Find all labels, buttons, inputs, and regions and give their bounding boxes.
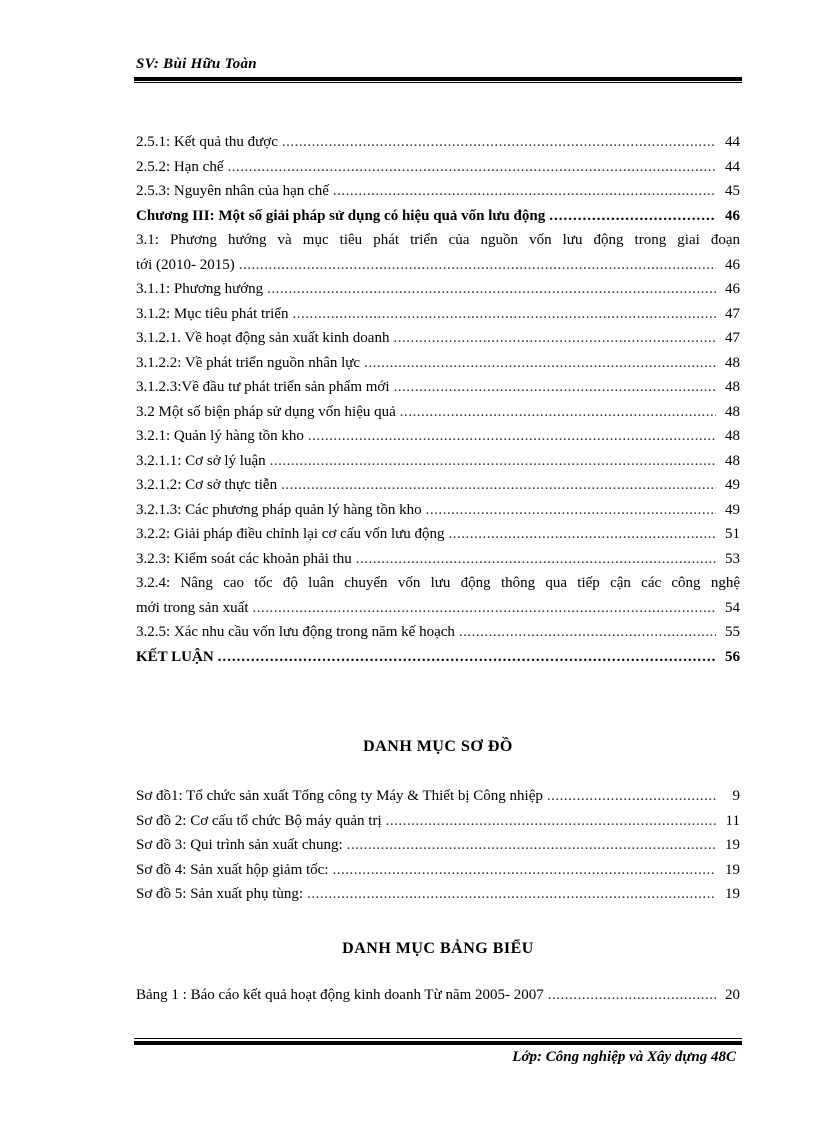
toc-entry-text: Chương III: Một số giải pháp sử dụng có hiệu quả vốn lưu động [136, 207, 546, 224]
toc-entry-text: 3.2.5: Xác nhu cầu vốn lưu động trong năm kế hoạch [136, 624, 455, 640]
toc-entry-text: mới trong sản xuất [136, 599, 249, 616]
toc-entry-page-number: 54 [725, 599, 740, 616]
toc-entry-text: 2.5.3: Nguyên nhân của hạn chế [136, 183, 329, 199]
toc-entry[interactable] [136, 159, 740, 184]
toc-entry[interactable] [136, 428, 740, 453]
diagram-entry-page-number: 19 [725, 861, 740, 878]
toc-entry[interactable] [136, 208, 740, 233]
table-of-contents [136, 134, 740, 673]
toc-entry-leader-dots [239, 257, 716, 274]
table-entry-page-number: 20 [725, 987, 740, 1003]
diagram-list [136, 788, 740, 911]
toc-entry-leader-dots [333, 183, 716, 200]
toc-entry-page-number: 51 [725, 526, 740, 542]
diagram-entry[interactable] [136, 886, 740, 911]
table-list [136, 987, 740, 1012]
table-entry-text: Bảng 1 : Báo cáo kết quả hoạt động kinh doanh Từ năm 2005- 2007 [136, 987, 544, 1003]
toc-entry[interactable] [136, 183, 740, 208]
header-student-name: SV: Bùi Hữu Toàn [136, 56, 257, 72]
table-entry-leader-dots [548, 987, 716, 1004]
diagram-entry-leader-dots [347, 837, 716, 854]
toc-entry-page-number: 46 [725, 207, 740, 224]
diagram-entry-leader-dots [386, 813, 716, 830]
toc-entry[interactable] [136, 306, 740, 331]
toc-entry-text: KẾT LUẬN [136, 648, 214, 665]
toc-entry-page-number: 48 [725, 379, 740, 395]
header-rule-thin [134, 82, 742, 83]
toc-entry-page-number: 48 [725, 403, 740, 420]
toc-entry-page-number: 47 [725, 305, 740, 322]
diagram-entry-leader-dots [307, 886, 716, 903]
toc-entry-leader-dots [270, 453, 716, 470]
toc-entry-page-number: 47 [725, 330, 740, 346]
toc-entry-text: 3.2 Một số biện pháp sử dụng vốn hiệu quả [136, 403, 396, 420]
toc-entry[interactable] [136, 134, 740, 159]
toc-entry-leader-dots [426, 502, 716, 519]
toc-entry-leader-dots [292, 306, 716, 323]
footer-class-label: Lớp: Công nghiệp và Xây dựng 48C [512, 1049, 736, 1065]
toc-entry-text: 3.2.1: Quản lý hàng tồn kho [136, 428, 304, 444]
toc-entry-page-number: 55 [725, 624, 740, 640]
toc-entry[interactable] [136, 477, 740, 502]
toc-entry-leader-dots [281, 477, 716, 494]
footer-rule-thin [134, 1038, 742, 1039]
toc-entry-leader-dots [282, 134, 716, 151]
toc-entry-text: 3.1.1: Phương hướng [136, 281, 264, 297]
toc-entry-leader-dots [356, 551, 716, 568]
toc-entry-page-number: 45 [725, 183, 740, 199]
toc-entry[interactable] [136, 355, 740, 380]
toc-entry[interactable] [136, 649, 740, 674]
diagram-entry-text: Sơ đồ 2: Cơ cấu tổ chức Bộ máy quản trị [136, 812, 382, 829]
toc-entry-leader-dots [400, 404, 716, 421]
toc-entry-text: 3.2.1.1: Cơ sở lý luận [136, 452, 266, 469]
tables-section-title: DANH MỤC BẢNG BIỂU [342, 940, 534, 957]
toc-entry[interactable] [136, 404, 740, 429]
footer-rule-thick [134, 1041, 742, 1045]
toc-entry-text: 2.5.2: Hạn chế [136, 158, 224, 175]
diagram-entry-text: Sơ đồ 4: Sản xuất hộp giảm tốc: [136, 861, 329, 878]
toc-entry[interactable] [136, 281, 740, 306]
toc-entry[interactable] [136, 330, 740, 355]
toc-entry-page-number: 48 [725, 354, 740, 371]
diagram-entry-page-number: 11 [725, 812, 740, 829]
toc-entry-line-1[interactable]: 3.2.4: Nâng cao tốc độ luân chuyển vốn lưu động thông qua tiếp cận các công nghệ [136, 575, 740, 591]
diagram-entry[interactable] [136, 862, 740, 887]
toc-entry-text: 3.1.2: Mục tiêu phát triển [136, 305, 289, 322]
toc-entry-leader-dots [308, 428, 716, 445]
diagram-entry-page-number: 19 [725, 886, 740, 902]
toc-entry-page-number: 44 [725, 134, 740, 150]
toc-entry-leader-dots [449, 526, 717, 543]
toc-entry-page-number: 46 [725, 281, 740, 297]
header-rule-thick [134, 77, 742, 81]
table-entry[interactable] [136, 987, 740, 1012]
toc-entry-leader-dots [394, 379, 716, 396]
diagram-entry-leader-dots [547, 788, 716, 805]
toc-entry-text: 3.2.2: Giải pháp điều chỉnh lại cơ cấu vốn lưu động [136, 526, 445, 542]
toc-entry-leader-dots [393, 330, 716, 347]
toc-entry-leader-dots [227, 159, 716, 176]
diagram-entry-page-number: 19 [725, 837, 740, 853]
diagram-entry-text: Sơ đồ 3: Qui trình sản xuất chung: [136, 837, 343, 853]
diagram-entry-page-number: 9 [732, 788, 740, 804]
toc-entry-leader-dots [253, 600, 717, 617]
toc-entry-text: 3.1.2.1. Về hoạt động sản xuất kinh doanh [136, 330, 390, 346]
toc-entry-page-number: 44 [725, 158, 740, 175]
toc-entry-page-number: 56 [725, 648, 740, 665]
diagram-entry[interactable] [136, 813, 740, 838]
diagrams-section-title: DANH MỤC SƠ ĐỒ [363, 738, 513, 755]
toc-entry-page-number: 48 [725, 428, 740, 444]
toc-entry-text: 2.5.1: Kết quả thu được [136, 134, 278, 150]
diagram-entry-leader-dots [333, 862, 716, 879]
toc-entry[interactable] [136, 453, 740, 478]
toc-entry-text: 3.2.1.3: Các phương pháp quản lý hàng tồn kho [136, 501, 422, 518]
toc-entry[interactable] [136, 257, 740, 282]
diagram-entry-text: Sơ đồ 5: Sản xuất phụ tùng: [136, 886, 304, 902]
toc-entry[interactable] [136, 379, 740, 404]
toc-entry-page-number: 49 [725, 477, 740, 493]
toc-entry[interactable] [136, 526, 740, 551]
diagram-entry[interactable] [136, 788, 740, 813]
toc-entry-leader-dots [267, 281, 716, 298]
toc-entry-text: 3.1.2.3:Về đầu tư phát triển sản phẩm mới [136, 379, 390, 395]
toc-entry-page-number: 49 [725, 501, 740, 518]
toc-entry-text: tới (2010- 2015) [136, 256, 235, 273]
toc-entry[interactable] [136, 624, 740, 649]
toc-entry-leader-dots [549, 208, 716, 225]
toc-entry-line-1[interactable]: 3.1: Phương hướng và mục tiêu phát triển của nguồn vốn lưu động trong giai đoạn [136, 232, 740, 248]
diagram-entry-text: Sơ đồ1: Tổ chức sản xuất Tổng công ty Máy & Thiết bị Công nhiệp [136, 788, 543, 804]
toc-entry[interactable] [136, 600, 740, 625]
toc-entry-leader-dots [459, 624, 716, 641]
toc-entry[interactable] [136, 502, 740, 527]
toc-entry-page-number: 53 [725, 550, 740, 567]
toc-entry-text: 3.2.1.2: Cơ sở thực tiễn [136, 477, 278, 493]
toc-entry-text: 3.1.2.2: Về phát triển nguồn nhân lực [136, 354, 361, 371]
toc-entry-text: 3.2.3: Kiểm soát các khoản phải thu [136, 550, 352, 567]
toc-entry-page-number: 48 [725, 452, 740, 469]
toc-entry-leader-dots [364, 355, 716, 372]
toc-entry[interactable] [136, 551, 740, 576]
toc-entry-page-number: 46 [725, 256, 740, 273]
toc-entry-leader-dots [218, 649, 716, 666]
diagram-entry[interactable] [136, 837, 740, 862]
